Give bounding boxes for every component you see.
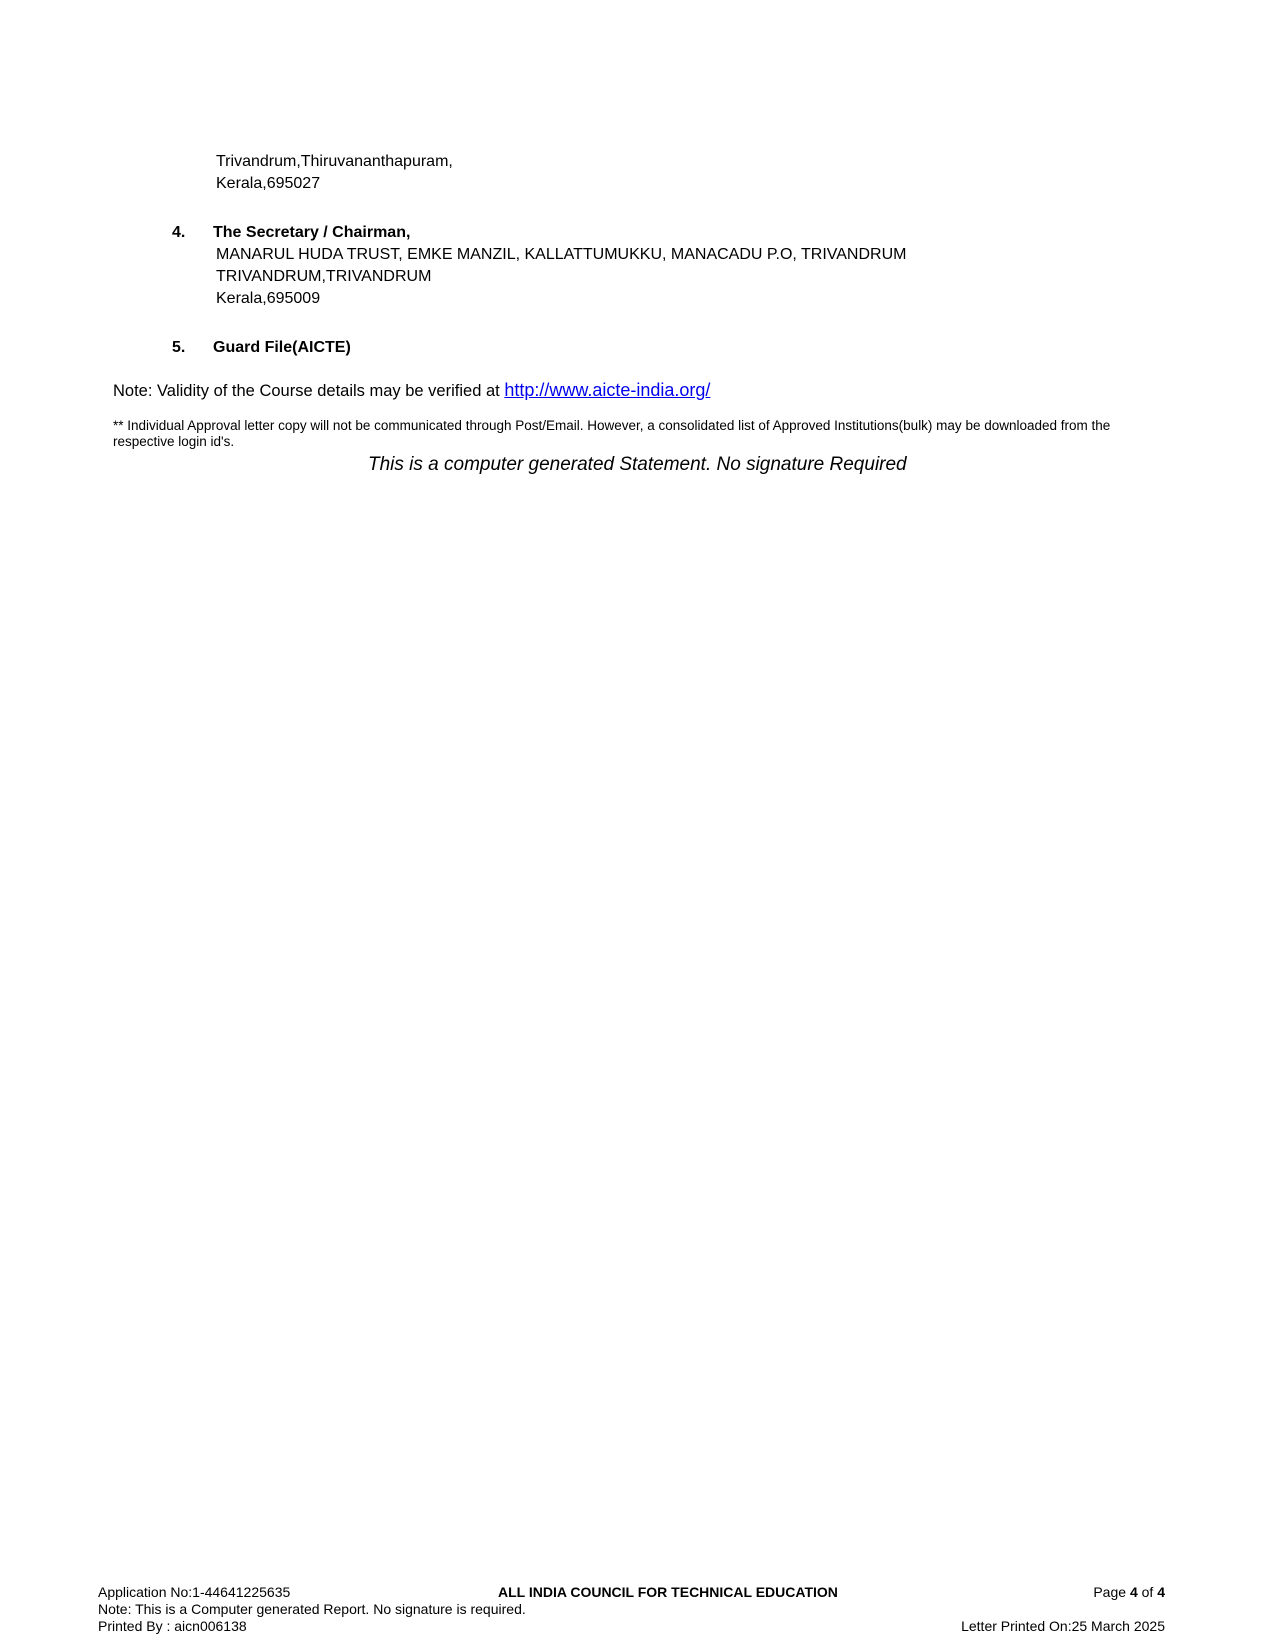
printed-on: Letter Printed On:25 March 2025 — [961, 1618, 1165, 1634]
address-line: TRIVANDRUM,TRIVANDRUM — [216, 268, 432, 285]
application-number: Application No:1-44641225635 — [98, 1584, 291, 1600]
council-name: ALL INDIA COUNCIL FOR TECHNICAL EDUCATION — [498, 1584, 838, 1600]
page-indicator — [1093, 1584, 1165, 1601]
address-line: MANARUL HUDA TRUST, EMKE MANZIL, KALLATTUMUKKU, MANACADU P.O, TRIVANDRUM — [216, 246, 907, 263]
printed-by: Printed By : aicn006138 — [98, 1618, 247, 1634]
list-item-number: 5. — [172, 339, 186, 356]
computer-generated-statement: This is a computer generated Statement. No signature Required — [368, 454, 907, 475]
address-line: Kerala,695009 — [216, 290, 321, 307]
report-note: Note: This is a Computer generated Report. No signature is required. — [98, 1601, 526, 1617]
recipient-heading: The Secretary / Chairman, — [213, 224, 411, 241]
recipient-heading: Guard File(AICTE) — [213, 339, 351, 356]
page-total: 4 — [1157, 1584, 1165, 1600]
page-prefix: Page — [1093, 1584, 1127, 1600]
page-current: 4 — [1129, 1584, 1138, 1600]
page-of: of — [1141, 1584, 1154, 1600]
list-item-number: 4. — [172, 224, 186, 241]
address-line: Trivandrum,Thiruvananthapuram, — [216, 153, 453, 170]
aicte-website-link[interactable]: http://www.aicte-india.org/ — [504, 380, 711, 400]
validity-note-text: Note: Validity of the Course details may be verified at — [113, 382, 500, 400]
validity-note — [113, 380, 710, 401]
address-line: Kerala,695027 — [216, 175, 321, 192]
approval-note: ** Individual Approval letter copy will not be communicated through Post/Email. However, a consolidated list of Approved Institutions(bulk) may be downloaded from the respective login id's. — [113, 418, 1111, 449]
